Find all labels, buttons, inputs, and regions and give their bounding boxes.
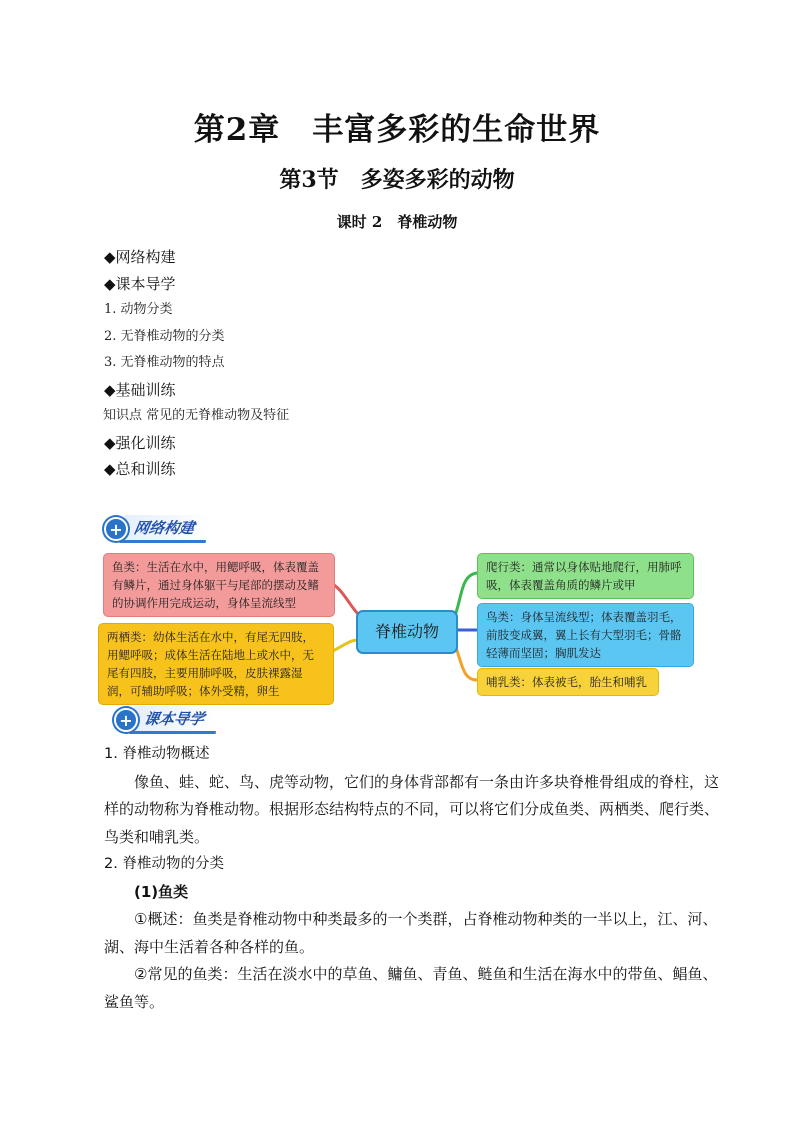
paragraph-overview: 像鱼、蛙、蛇、鸟、虎等动物，它们的身体背部都有一条由许多块脊椎骨组成的脊柱，这样的动物称为脊椎动物。根据形态结构特点的不同，可以将它们分成鱼类、两栖类、爬行类、鸟类和哺乳类。 (104, 772, 720, 846)
mindmap-mammal: 哺乳类：体表被毛，胎生和哺乳 (477, 668, 659, 696)
lesson-title: 课时 2 脊椎动物 (336, 213, 458, 231)
plus-icon: + (104, 517, 128, 541)
mindmap-reptile: 爬行类：通常以身体贴地爬行，用肺呼吸，体表覆盖角质的鳞片或甲 (477, 553, 694, 599)
outline-item: ◆网络构建 (104, 248, 176, 266)
chapter-title: 第2章 丰富多彩的生命世界 (193, 112, 601, 148)
heading-fish: (1)鱼类 (134, 882, 189, 901)
mindmap-amphibian: 两栖类：幼体生活在水中，有尾无四肢，用鳃呼吸；成体生活在陆地上或水中，无尾有四肢，主要用肺呼吸，皮肤裸露湿润，可辅助呼吸；体外受精，卵生 (98, 623, 334, 705)
outline-item: 1. 动物分类 (104, 302, 173, 317)
textbook-badge (114, 708, 218, 732)
outline-item: 3. 无脊椎动物的特点 (104, 355, 225, 370)
textbook-badge-label: 课本导学 (130, 706, 221, 734)
paragraph-fish-common: ②常见的鱼类：生活在淡水中的草鱼、鳙鱼、青鱼、鲢鱼和生活在海水中的带鱼、鲳鱼、鲨鱼等。 (104, 965, 718, 1011)
plus-icon: + (114, 708, 138, 732)
heading-overview: 1. 脊椎动物概述 (104, 746, 210, 762)
mindmap-fish: 鱼类：生活在水中，用鳃呼吸，体表覆盖有鳞片，通过身体躯干与尾部的摆动及鳍的协调作用完成运动，身体呈流线型 (103, 553, 335, 617)
section-title: 第3节 多姿多彩的动物 (279, 167, 515, 193)
paragraph-fish-overview: ①概述：鱼类是脊椎动物中种类最多的一个类群，占脊椎动物种类的一半以上，江、河、湖、海中生活着各种各样的鱼。 (104, 910, 718, 956)
outline-item: ◆基础训练 (104, 380, 176, 399)
network-badge-label: 网络构建 (120, 515, 211, 543)
mindmap-center: 脊椎动物 (356, 610, 458, 654)
outline-item: 知识点 常见的无脊椎动物及特征 (103, 408, 290, 423)
outline-item: 2. 无脊椎动物的分类 (104, 328, 225, 344)
outline-item: ◆强化训练 (104, 433, 176, 452)
heading-classification: 2. 脊椎动物的分类 (104, 856, 224, 872)
outline-item: ◆总和训练 (104, 460, 176, 478)
outline-item: ◆课本导学 (104, 274, 176, 293)
main-content (104, 741, 724, 1016)
mindmap-bird: 鸟类：身体呈流线型；体表覆盖羽毛，前肢变成翼，翼上长有大型羽毛；骨骼轻薄而坚固；胸肌发达 (477, 603, 694, 667)
